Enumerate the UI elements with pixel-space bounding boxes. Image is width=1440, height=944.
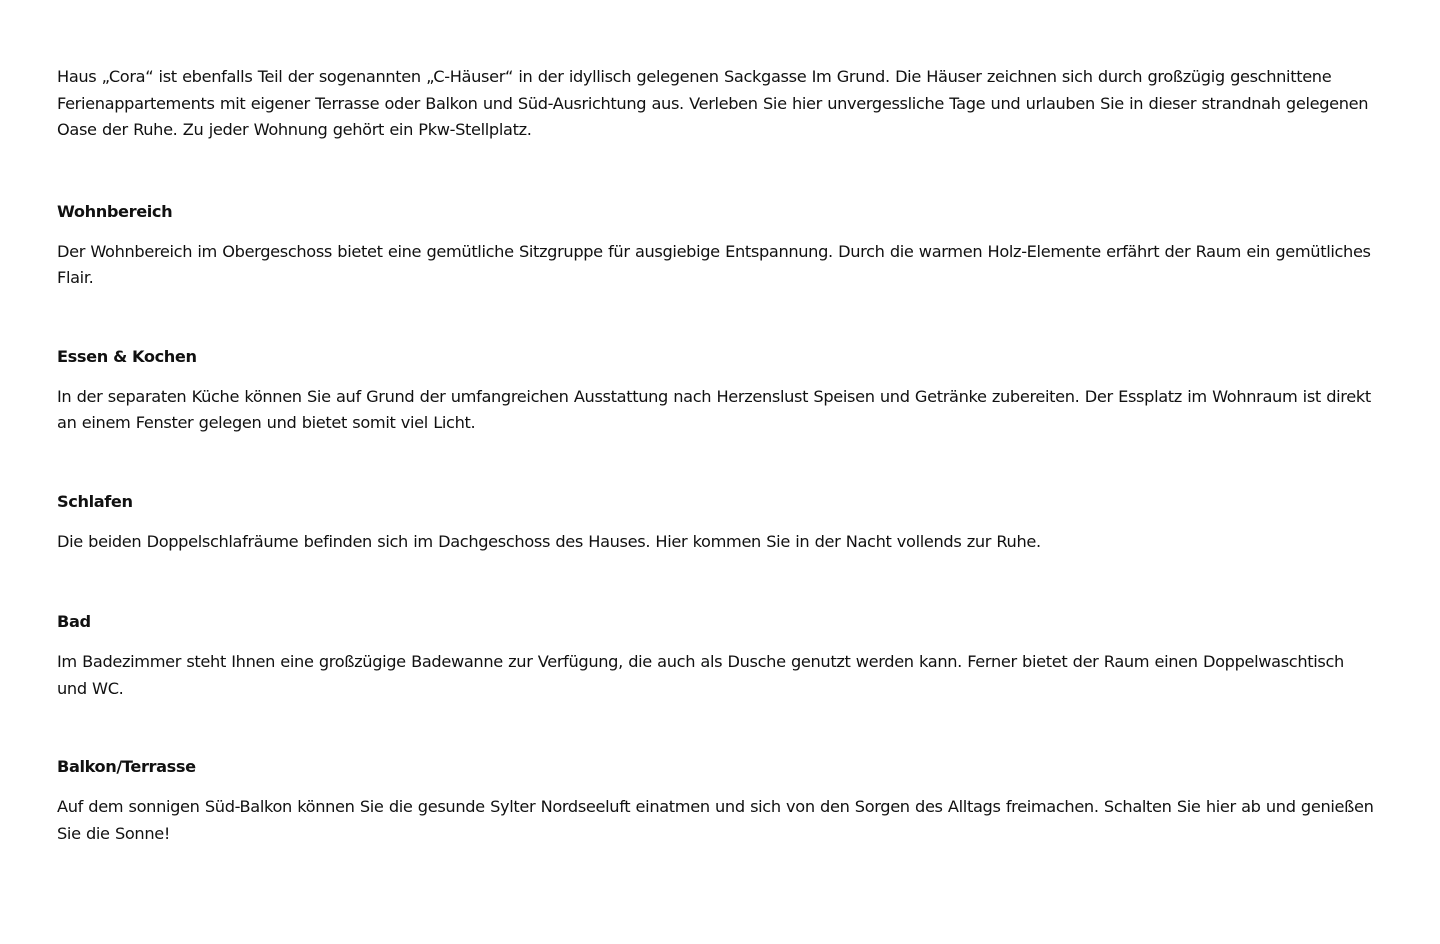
section-text: Die beiden Doppelschlafräume befinden sich im Dachgeschoss des Hauses. Hier kommen Sie in der Nacht vollends zur Ruhe. [57,531,1041,551]
section-heading: Wohnbereich [57,201,173,221]
section-text: In der separaten Küche können Sie auf Grund der umfangreichen Ausstattung nach Herzenslust Speisen und Getränke zubereiten. Der Essplatz im Wohnraum ist direkt an einem Fenster gelegen und bietet somit viel Licht. [57,386,1371,432]
intro-paragraph: Haus „Cora“ ist ebenfalls Teil der sogenannten „C-Häuser“ in der idyllisch gelegenen Sackgasse Im Grund. Die Häuser zeichnen sich durch großzügig geschnittene Ferienappartements mit eigener Terrasse oder Balkon und Süd-Ausrichtung aus. Verleben Sie hier unvergessliche Tage und urlauben Sie in dieser strandnah gelegenen Oase der Ruhe. Zu jeder Wohnung gehört ein Pkw-Stellplatz. [57,67,1369,139]
section-text: Auf dem sonnigen Süd-Balkon können Sie die gesunde Sylter Nordseeluft einatmen und sich von den Sorgen des Alltags freimachen. Schalten Sie hier ab und genießen Sie die Sonne! [57,797,1374,843]
document-body [57,64,1377,899]
section-text: Im Badezimmer steht Ihnen eine großzügige Badewanne zur Verfügung, die auch als Dusche genutzt werden kann. Ferner bietet der Raum einen Doppelwaschtisch und WC. [57,652,1344,698]
section-essen-kochen [57,344,1377,437]
section-heading: Bad [57,612,91,631]
section-text: Der Wohnbereich im Obergeschoss bietet eine gemütliche Sitzgruppe für ausgiebige Entspannung. Durch die warmen Holz-Elemente erfährt der Raum ein gemütliches Flair. [57,241,1371,287]
section-heading: Essen & Kochen [57,346,197,366]
section-balkon-terrasse [57,754,1377,847]
section-bad [57,609,1377,702]
section-heading: Schlafen [57,491,133,511]
section-heading: Balkon/Terrasse [57,757,196,776]
section-schlafen [57,489,1377,556]
section-wohnbereich [57,199,1377,292]
